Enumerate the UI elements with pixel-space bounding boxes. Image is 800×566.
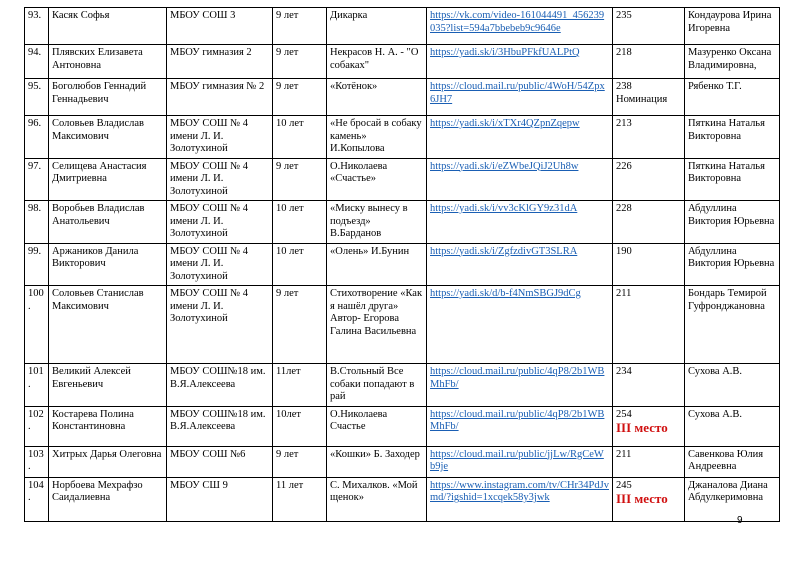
row-number: 99.: [25, 243, 49, 286]
work-link[interactable]: https://yadi.sk/i/vv3cKlGY9z31dA: [427, 201, 613, 244]
table-row: [25, 79, 780, 116]
participants-table: [24, 7, 780, 522]
row-number: 102.: [25, 406, 49, 446]
school-name: МБОУ СОШ№18 им. В.Я.Алексеева: [167, 364, 273, 407]
row-number: 94.: [25, 45, 49, 79]
place-award: III место: [616, 491, 668, 506]
participant-name: Аржаников Данила Викторович: [49, 243, 167, 286]
work-title: «Миску вынесу в подъезд» В.Барданов: [327, 201, 427, 244]
score-value: 226: [616, 160, 632, 172]
work-title: «Котёнок»: [327, 79, 427, 116]
table-row: [25, 477, 780, 521]
score-value: 211: [616, 448, 632, 460]
score: [613, 406, 685, 446]
score: [613, 158, 685, 201]
work-link[interactable]: https://cloud.mail.ru/public/4qP8/2b1WBMhFb/: [427, 364, 613, 407]
score: [613, 243, 685, 286]
participant-age: 9 лет: [273, 45, 327, 79]
work-title: Дикарка: [327, 8, 427, 45]
row-number: 104.: [25, 477, 49, 521]
table-row: [25, 158, 780, 201]
school-name: МБОУ СОШ № 4 имени Л. И. Золотухиной: [167, 158, 273, 201]
participant-age: 10 лет: [273, 116, 327, 159]
teacher-name: Бондарь Темирой Гуфронджановна: [685, 286, 780, 364]
score-value: 218: [616, 47, 632, 58]
work-link[interactable]: https://cloud.mail.ru/public/4WoH/54Zpx6JH7: [427, 79, 613, 116]
score: [613, 8, 685, 45]
score-value: 228: [616, 203, 632, 214]
teacher-name: Пяткина Наталья Викторовна: [685, 116, 780, 159]
score: [613, 364, 685, 407]
participant-name: Костарева Полина Константиновна: [49, 406, 167, 446]
table-row: [25, 45, 780, 79]
teacher-name: Сухова А.В.: [685, 364, 780, 407]
teacher-name: Мазуренко Оксана Владимировна,: [685, 45, 780, 79]
score-value: 245: [616, 479, 632, 491]
participant-name: Хитрых Дарья Олеговна: [49, 446, 167, 477]
row-number: 95.: [25, 79, 49, 116]
row-number: 93.: [25, 8, 49, 45]
school-name: МБОУ СОШ № 4 имени Л. И. Золотухиной: [167, 116, 273, 159]
participant-name: Воробьев Владислав Анатольевич: [49, 201, 167, 244]
participant-name: Соловьев Владислав Максимович: [49, 116, 167, 159]
participant-name: Касяк Софья: [49, 8, 167, 45]
work-title: «Олень» И.Бунин: [327, 243, 427, 286]
score-value: 238 Номинация: [616, 81, 668, 105]
teacher-name: Пяткина Наталья Викторовна: [685, 158, 780, 201]
score: [613, 477, 685, 521]
score: [613, 446, 685, 477]
school-name: МБОУ СОШ№18 им. В.Я.Алексеева: [167, 406, 273, 446]
participant-name: Великий Алексей Евгеньевич: [49, 364, 167, 407]
work-link[interactable]: https://cloud.mail.ru/public/4qP8/2b1WBMhFb/: [427, 406, 613, 446]
score: [613, 116, 685, 159]
page-number: 9: [737, 515, 743, 526]
participant-name: Норбоева Мехрафзо Саидалиевна: [49, 477, 167, 521]
score-value: 235: [616, 10, 632, 21]
work-link[interactable]: https://cloud.mail.ru/public/jjLw/RgCeWb9je: [427, 446, 613, 477]
score: [613, 45, 685, 79]
teacher-name: Абдуллина Виктория Юрьевна: [685, 243, 780, 286]
score-value: 211: [616, 288, 632, 299]
participant-age: 9 лет: [273, 286, 327, 364]
participant-age: 10 лет: [273, 201, 327, 244]
school-name: МБОУ СОШ № 4 имени Л. И. Золотухиной: [167, 201, 273, 244]
teacher-name: Абдуллина Виктория Юрьевна: [685, 201, 780, 244]
score-value: 190: [616, 245, 632, 257]
participant-age: 11 лет: [273, 477, 327, 521]
work-title: О.Николаева «Счастье»: [327, 158, 427, 201]
row-number: 100.: [25, 286, 49, 364]
row-number: 98.: [25, 201, 49, 244]
work-link[interactable]: https://www.instagram.com/tv/CHr34PdJvmd/?igshid=1xcqek58y3jwk: [427, 477, 613, 521]
work-link[interactable]: https://yadi.sk/d/b-f4NmSBGJ9dCg: [427, 286, 613, 364]
teacher-name: Джаналова Диана Абдулкеримовна: [685, 477, 780, 521]
row-number: 101.: [25, 364, 49, 407]
work-title: В.Стольный Все собаки попадают в рай: [327, 364, 427, 407]
school-name: МБОУ СОШ 3: [167, 8, 273, 45]
work-title: Стихотворение «Как я нашёл друга» Автор- Егорова Галина Васильевна: [327, 286, 427, 364]
place-award: III место: [616, 420, 668, 435]
school-name: МБОУ СОШ №6: [167, 446, 273, 477]
teacher-name: Савенкова Юлия Андреевна: [685, 446, 780, 477]
participant-age: 10лет: [273, 406, 327, 446]
work-title: «Не бросай в собаку камень» И.Копылова: [327, 116, 427, 159]
table-row: [25, 116, 780, 159]
work-title: «Кошки» Б. Заходер: [327, 446, 427, 477]
row-number: 96.: [25, 116, 49, 159]
table-row: [25, 446, 780, 477]
table-row: [25, 406, 780, 446]
teacher-name: Рябенко Т.Г.: [685, 79, 780, 116]
row-number: 103.: [25, 446, 49, 477]
participant-age: 9 лет: [273, 8, 327, 45]
work-link[interactable]: https://vk.com/video-161044491_456239035?list=594a7bbebeb9c9646e: [427, 8, 613, 45]
table-row: [25, 364, 780, 407]
table-row: [25, 286, 780, 364]
score: [613, 201, 685, 244]
score: [613, 79, 685, 116]
school-name: МБОУ СШ 9: [167, 477, 273, 521]
work-title: Некрасов Н. А. - "О собаках": [327, 45, 427, 79]
school-name: МБОУ СОШ № 4 имени Л. И. Золотухиной: [167, 286, 273, 364]
teacher-name: Кондаурова Ирина Игоревна: [685, 8, 780, 45]
table-row: [25, 243, 780, 286]
work-link[interactable]: https://yadi.sk/i/ZgfzdivGT3SLRA: [427, 243, 613, 286]
work-link[interactable]: https://yadi.sk/i/xTXr4QZpnZqepw: [427, 116, 613, 159]
table-row: [25, 201, 780, 244]
participant-age: 9 лет: [273, 79, 327, 116]
participant-name: Боголюбов Геннадий Геннадьевич: [49, 79, 167, 116]
school-name: МБОУ гимназия № 2: [167, 79, 273, 116]
work-title: С. Михалков. «Мой щенок»: [327, 477, 427, 521]
score-value: 213: [616, 118, 632, 129]
participant-name: Плявских Елизавета Антоновна: [49, 45, 167, 79]
participant-age: 11лет: [273, 364, 327, 407]
participant-name: Соловьев Станислав Максимович: [49, 286, 167, 364]
participant-age: 10 лет: [273, 243, 327, 286]
score-value: 254: [616, 408, 632, 420]
participant-name: Селищева Анастасия Дмитриевна: [49, 158, 167, 201]
row-number: 97.: [25, 158, 49, 201]
school-name: МБОУ СОШ № 4 имени Л. И. Золотухиной: [167, 243, 273, 286]
score-value: 234: [616, 366, 632, 377]
table-row: [25, 8, 780, 45]
work-link[interactable]: https://yadi.sk/i/eZWbeJQiJ2Uh8w: [427, 158, 613, 201]
work-link[interactable]: https://yadi.sk/i/3HbuPFkfUALPtQ: [427, 45, 613, 79]
participant-age: 9 лет: [273, 158, 327, 201]
participant-age: 9 лет: [273, 446, 327, 477]
school-name: МБОУ гимназия 2: [167, 45, 273, 79]
score: [613, 286, 685, 364]
work-title: О.Николаева Счастье: [327, 406, 427, 446]
teacher-name: Сухова А.В.: [685, 406, 780, 446]
